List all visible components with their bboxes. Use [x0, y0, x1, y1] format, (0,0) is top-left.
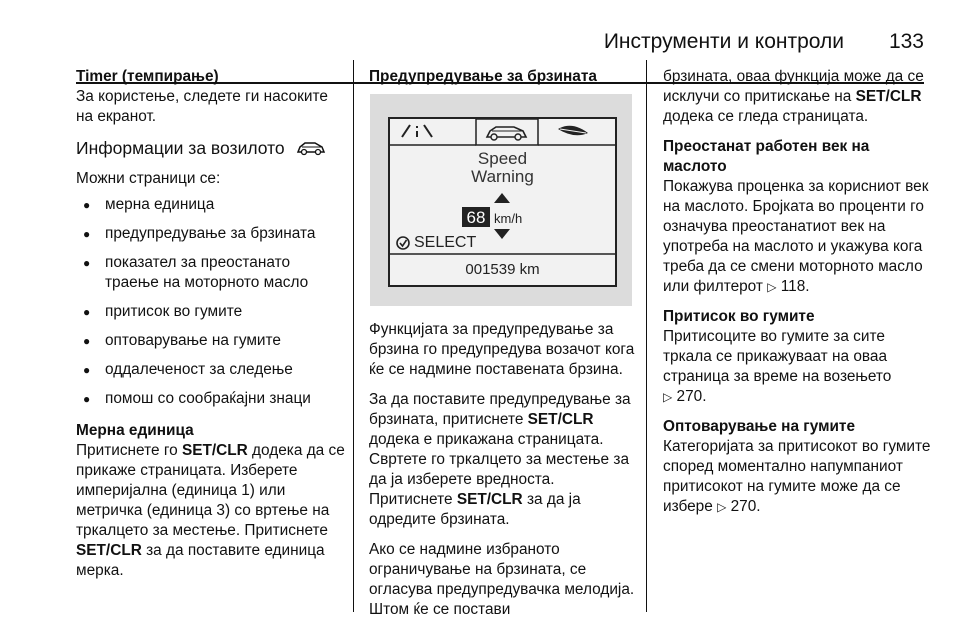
check-circle-icon	[397, 237, 409, 249]
timer-text: За користење, следете ги насоките на екранот.	[76, 88, 328, 125]
paragraph: брзината, оваа функција може да се исклучи со притискање на SET/CLR додека се гледа страницата.	[663, 68, 924, 125]
arrow-up-icon	[494, 193, 510, 203]
timer-heading: Timer (темпирање)	[76, 68, 219, 85]
column-3	[663, 67, 931, 527]
oil-heading: Преостанат работен век на маслото	[663, 138, 870, 175]
speed-value: 68	[466, 208, 486, 227]
vehicle-info-heading: Информации за возилото	[76, 137, 348, 159]
column-2	[369, 67, 635, 97]
page-reference[interactable]: 118.	[780, 278, 810, 295]
unit-heading: Мерна единица	[76, 422, 194, 439]
speed-warning-display-illustration	[370, 94, 632, 306]
page-reference[interactable]: 270.	[730, 498, 761, 515]
car-icon	[296, 140, 326, 156]
speed-label: Speed	[477, 149, 528, 168]
reference-arrow-icon: ▷	[663, 390, 673, 404]
reference-arrow-icon: ▷	[717, 500, 727, 514]
list-item: ● притисок во гумите	[76, 302, 348, 322]
timer-section	[76, 67, 348, 127]
speed-unit: km/h	[494, 211, 523, 226]
page-title: Инструменти и контроли	[603, 30, 844, 53]
tyre-load-heading: Оптоварување на гумите	[663, 418, 856, 435]
set-clr-label: SET/CLR	[456, 491, 523, 508]
list-item: ● помош со сообраќајни знаци	[76, 389, 348, 409]
road-icon	[402, 125, 432, 137]
list-item: ● оддалеченост за следење	[76, 360, 348, 380]
warning-label: Warning	[471, 167, 534, 186]
list-item: ● мерна единица	[76, 195, 348, 215]
odometer: 001539 km	[465, 261, 540, 278]
arrow-down-icon	[494, 229, 510, 239]
page-number: 133	[888, 30, 924, 53]
column-1	[76, 67, 348, 591]
pages-list	[76, 195, 348, 409]
set-clr-label: SET/CLR	[76, 542, 142, 559]
set-clr-label: SET/CLR	[855, 88, 922, 105]
paragraph: Ако се надмине избраното ограничување на брзината, се огласува предупредувачка мелодија. Штом ќе се постави	[369, 541, 635, 618]
instrument-screen	[388, 117, 617, 287]
reference-arrow-icon: ▷	[767, 280, 777, 294]
eco-icon	[558, 126, 588, 135]
set-clr-label: SET/CLR	[181, 442, 248, 459]
tyre-load-section: Оптоварување на гумите Категоријата за притисокот во гумите според моментално напумпаниот притисокот на гумите може да се избере ▷ 270.	[663, 418, 931, 515]
page-reference[interactable]: 270.	[676, 388, 707, 405]
set-clr-label: SET/CLR	[527, 411, 594, 428]
tyre-pressure-section: Притисок во гумите Притисоците во гумите за сите тркала се прикажуваат на оваа страница за време на возењето ▷ 270.	[663, 308, 892, 405]
pages-intro: Можни страници се:	[76, 170, 221, 187]
page-header	[0, 24, 960, 60]
list-item: ● предупредување за брзината	[76, 224, 348, 244]
unit-section: Мерна единица Притиснете го SET/CLR додека да се прикаже страницата. Изберете империјална (единица 1) или метричка (единица 3) со вртење на тркалцето за местење. Притиснете SET/CLR за да поставите единица мерка.	[76, 422, 345, 579]
column-2-body	[369, 320, 635, 630]
tyre-pressure-heading: Притисок во гумите	[663, 308, 815, 325]
select-label: SELECT	[414, 234, 477, 251]
column-divider	[646, 60, 647, 612]
list-item: ● показател за преостанато траење на моторното масло	[76, 253, 348, 293]
oil-section: Преостанат работен век на маслото Покажува проценка за корисниот век на маслото. Бројката во проценти го означува преостанатиот век на употреба на маслото и укажува кога треба да се смени моторното масло или филтерот ▷ 118.	[663, 138, 929, 295]
paragraph: За да поставите предупредување за брзината, притиснете SET/CLR додека е прикажана страницата. Свртете го тркалцето за местење за да ја изберете вредноста. Притиснете SET/CLR за да ја одредите брзината.	[369, 391, 631, 528]
list-item: ● оптоварување на гумите	[76, 331, 348, 351]
column-divider	[353, 60, 354, 612]
speed-warning-heading: Предупредување за брзината	[369, 68, 597, 85]
paragraph: Функцијата за предупредување за брзина го предупредува возачот кога ќе се надмине поставената брзина.	[369, 321, 635, 378]
